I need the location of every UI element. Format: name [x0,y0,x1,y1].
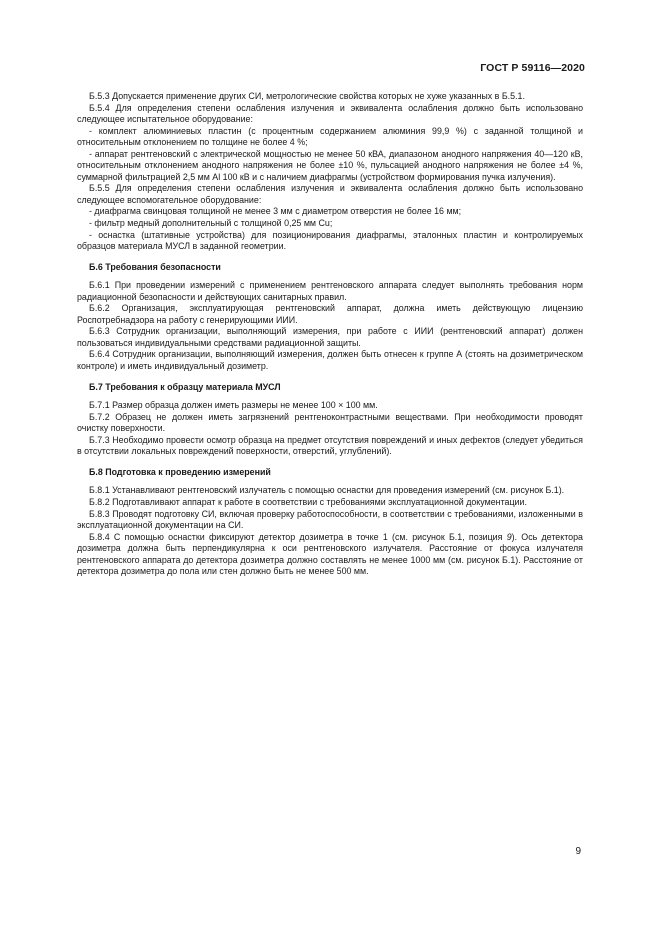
paragraph-b7-1: Б.7.1 Размер образца должен иметь размеры не менее 100 × 100 мм. [89,400,378,411]
paragraph-b8-4 [77,532,583,578]
paragraph-b6-2: Б.6.2 Организация, эксплуатирующая рентгеновский аппарат, должна иметь действующую лицензию Роспотребнадзора на работу с генерирующими ИИИ. [77,303,583,325]
section-heading-b6: Б.6 Требования безопасности [89,261,221,272]
document-body [77,91,583,578]
paragraph-b8-4-part-a: Б.8.4 С помощью оснастки фиксируют детектор дозиметра в точке 1 (см. рисунок Б.1, позиция [89,531,507,542]
paragraph-b5-4: Б.5.4 Для определения степени ослабления излучения и эквивалента ослабления должно быть использовано следующее испытательное оборудование: [77,102,583,125]
paragraph-b8-2: Б.8.2 Подготавливают аппарат к работе в соответствии с требованиями эксплуатационной документации. [89,496,527,507]
list-item-aluminium-plates: - комплект алюминиевых пластин (с процентным содержанием алюминия 99,9 %) с заданной толщиной и относительным отклонением по толщине не более 4 %; [77,125,583,148]
paragraph-b8-4-part-b: ). Ось детектора дозиметра должна быть перпендикулярна к оси рентгеновского излучателя. Расстояние от фокуса излучателя рентгеновского аппарата до детектора дозиметра должно составлять не менее 1000 мм (см. рисунок Б.1). Расстояние от детектора дозиметра до пола или стен должно быть не менее 500 мм. [77,531,583,577]
paragraph-b5-5: Б.5.5 Для определения степени ослабления излучения и эквивалента ослабления должно быть использовано следующее вспомогательное оборудование: [77,183,583,205]
paragraph-b6-1: Б.6.1 При проведении измерений с применением рентгеновского аппарата следует выполнять требования норм радиационной безопасности и действующих санитарных правил. [77,280,583,302]
section-heading-b7: Б.7 Требования к образцу материала МУСЛ [89,381,281,392]
paragraph-b8-3: Б.8.3 Проводят подготовку СИ, включая проверку работоспособности, в соответствии с требованиями, изложенными в эксплуатационной документации на СИ. [77,508,583,531]
paragraph-b5-3: Б.5.3 Допускается применение других СИ, метрологические свойства которых не хуже указанных в Б.5.1. [89,91,525,101]
list-item-positioning-rig: - оснастка (штативные устройства) для позиционирования диафрагмы, эталонных пластин и контролируемых образцов материала МУСЛ в заданной геометрии. [77,229,583,252]
paragraph-b6-4: Б.6.4 Сотрудник организации, выполняющий измерения, должен быть отнесен к группе А (стоять на дозиметрическом контроле) и иметь индивидуальный дозиметр. [77,349,583,372]
figure-position-number: 9 [506,531,512,542]
paragraph-b7-2: Б.7.2 Образец не должен иметь загрязнений рентгеноконтрастными веществами. При необходимости проводят очистку поверхности. [77,411,583,434]
section-heading-b8: Б.8 Подготовка к проведению измерений [89,466,271,477]
document-id-header: ГОСТ Р 59116—2020 [480,62,585,74]
page-number: 9 [575,846,581,857]
list-item-copper-filter: - фильтр медный дополнительный с толщиной 0,25 мм Cu; [89,218,333,229]
paragraph-b6-3: Б.6.3 Сотрудник организации, выполняющий измерения, при работе с ИИИ (рентгеновский аппарат) должен пользоваться индивидуальными средствами радиационной защиты. [77,326,583,348]
paragraph-b7-3: Б.7.3 Необходимо провести осмотр образца на предмет отсутствия повреждений и иных дефектов (следует убедиться в отсутствии локальных повреждений поверхности, отверстий, углублений). [77,434,583,457]
list-item-xray-apparatus: - аппарат рентгеновский с электрической мощностью не менее 50 кВА, диапазоном анодного напряжения 40—120 кВ, относительным отклонением анодного напряжения не более ±10 %, пульсацией анодного напряжения не более ±4 %, суммарной фильтрацией 2,5 мм Al 100 кВ и с наличием диафрагмы (устройством формирования пучка излучения). [77,148,583,182]
list-item-lead-diaphragm: - диафрагма свинцовая толщиной не менее 3 мм с диаметром отверстия не более 16 мм; [89,206,462,217]
paragraph-b8-1: Б.8.1 Устанавливают рентгеновский излучатель с помощью оснастки для проведения измерений (см. рисунок Б.1). [89,485,565,496]
